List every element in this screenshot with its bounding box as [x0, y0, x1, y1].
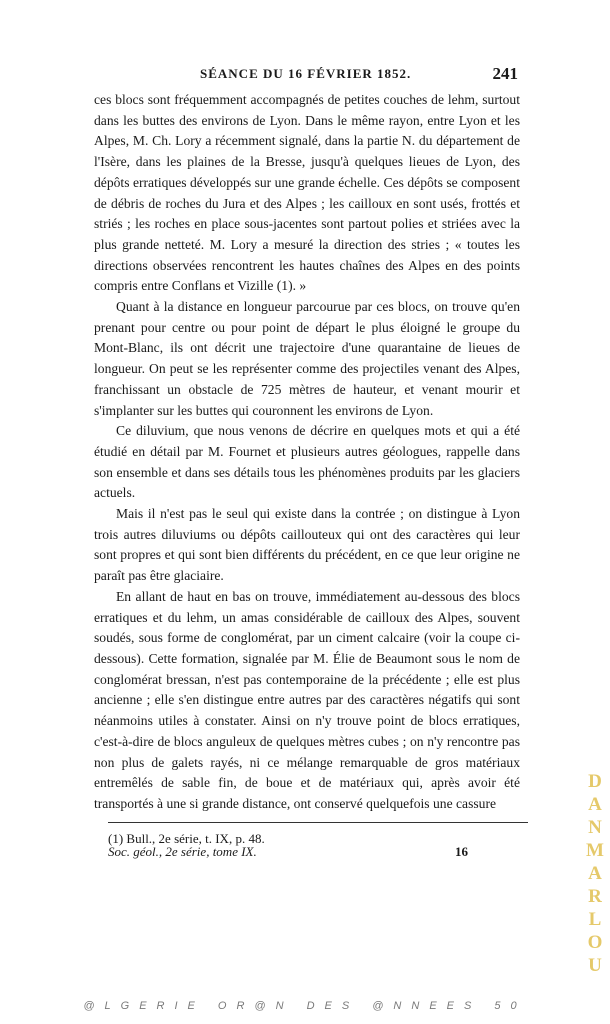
signature-line	[108, 844, 468, 860]
footnote-1: (1) Bull., 2e série, t. IX, p. 48.	[108, 831, 265, 846]
paragraph-3: Ce diluvium, que nous venons de décrire en quelques mots et qui a été étudié en détail par M. Fournet et plusieurs autres géologues, rappelle dans son ensemble et dans ses détails tous les phénomènes produits par les glaciers actuels.	[94, 423, 520, 501]
paragraph-2: Quant à la distance en longueur parcourue par ces blocs, on trouve qu'en prenant pour centre ou pour point de départ le plus éloigné le groupe du Mont-Blanc, ils ont décrit une trajectoire d'une quarantaine de lieues de longueur. On peut se les représenter comme des projectiles venant des Alpes, franchissant un obstacle de 725 mètres de hauteur, et venant mourir et s'implanter sur les buttes qui couronnent les environs de Lyon.	[94, 299, 520, 418]
body-text	[94, 90, 520, 815]
page-number: 241	[492, 64, 518, 83]
vertical-mark: DANMARLOU	[586, 771, 604, 976]
page-header	[100, 64, 518, 86]
paragraph-5: En allant de haut en bas on trouve, immédiatement au-dessous des blocs erratiques et du lehm, un amas considérable de cailloux des Alpes, souvent soudés, sous forme de conglomérat, par un ciment calcaire (voir la coupe ci-dessous). Cette formation, signalée par M. Élie de Beaumont sous le nom de conglomérat bressan, n'est pas contemporaine de la précédente ; elle est plus ancienne ; elle s'en distingue entre autres par des caractères négatifs qui sont néanmoins utiles à constater. Ainsi on n'y trouve point de blocs erratiques, c'est-à-dire de blocs anguleux de quelques mètres cubes ; on n'y rencontre pas non plus de galets rayés, ni ce mélange remarquable de gros matériaux entremêlés de sable fin, de boue et de matériaux qui, après avoir été transportés à une si grande distance, ont conservé quelquefois une cassure	[94, 588, 520, 811]
watermark-text: @LGERIE OR@N DES @NNEES 50	[83, 1000, 527, 1012]
paragraph-1: ces blocs sont fréquemment accompagnés de petites couches de lehm, surtout dans les buttes des environs de Lyon. Dans le même rayon, entre Lyon et les Alpes, M. Ch. Lory a récemment signalé, dans la partie N. du département de l'Isère, dans les plaines de la Bresse, jusqu'à quelques lieues de Lyon, des dépôts erratiques développés sur une grande échelle. Ces dépôts se composent de débris de roches du Jura et des Alpes ; les cailloux en sont usés, frottés et striés ; les roches en place sous-jacentes sont partout polies et striées avec la plus grande netteté. M. Lory a mesuré la direction des stries ; « toutes les directions observées rencontrent les hautes chaînes des Alpes en des points compris entre Conflans et Vizille (1). »	[94, 92, 520, 294]
running-title: SÉANCE DU 16 FÉVRIER 1852.	[200, 66, 412, 81]
paragraph-4: Mais il n'est pas le seul qui existe dans la contrée ; on distingue à Lyon trois autres diluviums ou dépôts caillouteux qui ont des caractères qui leur sont propres et qui sont bien différents du précédent, en ce que leur origine ne paraît pas être glaciaire.	[94, 506, 520, 584]
signature-number: 16	[455, 844, 468, 859]
signature-text: Soc. géol., 2e série, tome IX.	[108, 844, 257, 859]
